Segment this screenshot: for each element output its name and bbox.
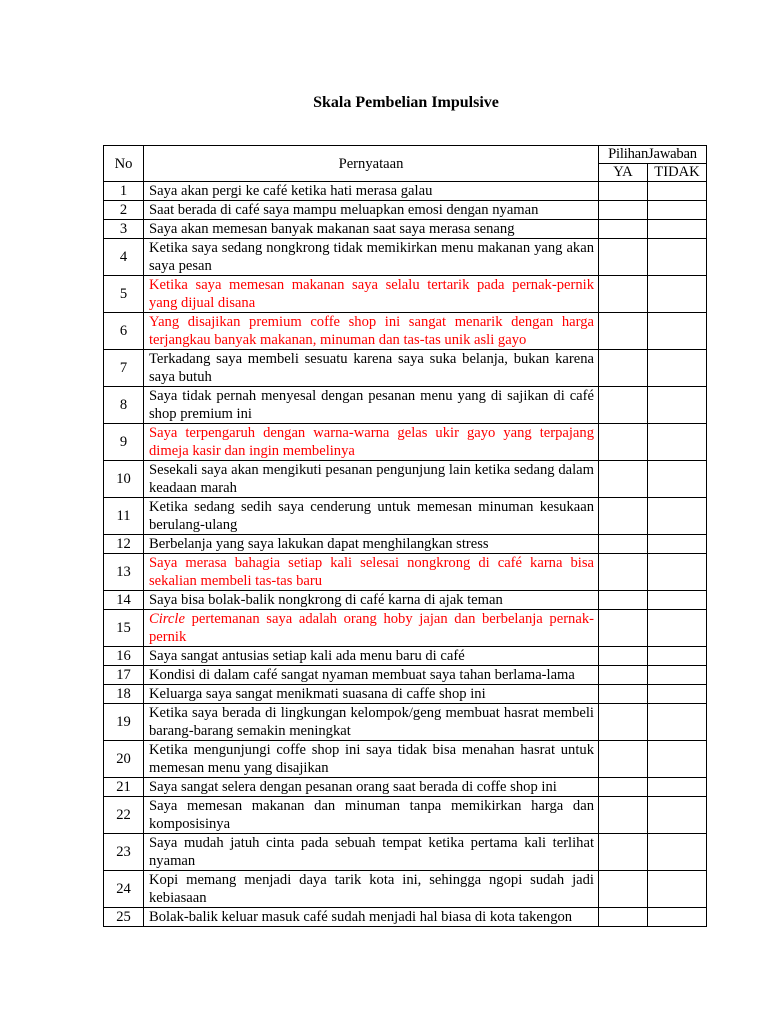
answer-yes-cell[interactable] <box>599 666 648 685</box>
row-number: 3 <box>104 220 144 239</box>
table-row <box>104 182 707 201</box>
row-number: 4 <box>104 239 144 276</box>
table-row <box>104 778 707 797</box>
row-statement: Kondisi di dalam café sangat nyaman membuat saya tahan berlama-lama <box>144 666 599 685</box>
answer-no-cell[interactable] <box>648 666 707 685</box>
table-row <box>104 276 707 313</box>
answer-no-cell[interactable] <box>648 834 707 871</box>
row-number: 5 <box>104 276 144 313</box>
answer-yes-cell[interactable] <box>599 182 648 201</box>
row-statement-text: pertemanan saya adalah orang hoby jajan dan berbelanja pernak-pernik <box>149 611 594 645</box>
impulsive-buying-scale-table <box>103 145 707 927</box>
answer-no-cell[interactable] <box>648 871 707 908</box>
table-row <box>104 741 707 778</box>
answer-no-cell[interactable] <box>648 647 707 666</box>
row-number: 11 <box>104 498 144 535</box>
row-number: 24 <box>104 871 144 908</box>
answer-no-cell[interactable] <box>648 685 707 704</box>
table-row <box>104 535 707 554</box>
row-statement: Ketika saya memesan makanan saya selalu tertarik pada pernak-pernik yang dijual disana <box>144 276 599 313</box>
table-row <box>104 908 707 927</box>
answer-yes-cell[interactable] <box>599 313 648 350</box>
row-statement: Saya terpengaruh dengan warna-warna gelas ukir gayo yang terpajang dimeja kasir dan ingin membelinya <box>144 424 599 461</box>
row-statement: Terkadang saya membeli sesuatu karena saya suka belanja, bukan karena saya butuh <box>144 350 599 387</box>
table-row <box>104 610 707 647</box>
answer-no-cell[interactable] <box>648 610 707 647</box>
row-statement: Saya memesan makanan dan minuman tanpa memikirkan harga dan komposisinya <box>144 797 599 834</box>
answer-yes-cell[interactable] <box>599 591 648 610</box>
answer-no-cell[interactable] <box>648 778 707 797</box>
table-row <box>104 554 707 591</box>
row-statement: Ketika saya sedang nongkrong tidak memikirkan menu makanan yang akan saya pesan <box>144 239 599 276</box>
answer-no-cell[interactable] <box>648 424 707 461</box>
row-number: 20 <box>104 741 144 778</box>
answer-no-cell[interactable] <box>648 201 707 220</box>
answer-yes-cell[interactable] <box>599 387 648 424</box>
answer-no-cell[interactable] <box>648 908 707 927</box>
answer-no-cell[interactable] <box>648 461 707 498</box>
row-statement: Yang disajikan premium coffe shop ini sangat menarik dengan harga terjangkau banyak makanan, minuman dan tas-tas unik asli gayo <box>144 313 599 350</box>
answer-no-cell[interactable] <box>648 498 707 535</box>
row-statement: Saya bisa bolak-balik nongkrong di café karna di ajak teman <box>144 591 599 610</box>
answer-yes-cell[interactable] <box>599 685 648 704</box>
answer-yes-cell[interactable] <box>599 834 648 871</box>
answer-yes-cell[interactable] <box>599 797 648 834</box>
answer-no-cell[interactable] <box>648 276 707 313</box>
answer-no-cell[interactable] <box>648 239 707 276</box>
row-number: 22 <box>104 797 144 834</box>
answer-yes-cell[interactable] <box>599 201 648 220</box>
answer-yes-cell[interactable] <box>599 610 648 647</box>
answer-no-cell[interactable] <box>648 704 707 741</box>
answer-yes-cell[interactable] <box>599 220 648 239</box>
answer-no-cell[interactable] <box>648 182 707 201</box>
row-number: 17 <box>104 666 144 685</box>
table-row <box>104 797 707 834</box>
table-row <box>104 350 707 387</box>
table-row <box>104 201 707 220</box>
row-number: 19 <box>104 704 144 741</box>
answer-yes-cell[interactable] <box>599 647 648 666</box>
answer-no-cell[interactable] <box>648 387 707 424</box>
answer-no-cell[interactable] <box>648 741 707 778</box>
row-statement: Ketika sedang sedih saya cenderung untuk memesan minuman kesukaan berulang-ulang <box>144 498 599 535</box>
table-row <box>104 220 707 239</box>
row-statement: Saya merasa bahagia setiap kali selesai nongkrong di café karna bisa sekalian membeli tas-tas baru <box>144 554 599 591</box>
row-statement <box>144 610 599 647</box>
table-row <box>104 704 707 741</box>
answer-no-cell[interactable] <box>648 350 707 387</box>
table-row <box>104 834 707 871</box>
answer-no-cell[interactable] <box>648 797 707 834</box>
row-statement: Berbelanja yang saya lakukan dapat menghilangkan stress <box>144 535 599 554</box>
table-row <box>104 591 707 610</box>
answer-no-cell[interactable] <box>648 220 707 239</box>
answer-yes-cell[interactable] <box>599 424 648 461</box>
page-title: Skala Pembelian Impulsive <box>313 94 499 111</box>
header-no-answer: TIDAK <box>648 164 707 182</box>
row-statement-italic: Circle <box>149 611 185 627</box>
row-number: 7 <box>104 350 144 387</box>
row-statement: Ketika mengunjungi coffe shop ini saya tidak bisa menahan hasrat untuk memesan menu yang disajikan <box>144 741 599 778</box>
row-number: 6 <box>104 313 144 350</box>
row-statement: Keluarga saya sangat menikmati suasana di caffe shop ini <box>144 685 599 704</box>
row-statement: Saya akan memesan banyak makanan saat saya merasa senang <box>144 220 599 239</box>
answer-yes-cell[interactable] <box>599 535 648 554</box>
row-number: 21 <box>104 778 144 797</box>
answer-yes-cell[interactable] <box>599 871 648 908</box>
table-row <box>104 871 707 908</box>
answer-yes-cell[interactable] <box>599 498 648 535</box>
row-number: 23 <box>104 834 144 871</box>
row-number: 13 <box>104 554 144 591</box>
answer-no-cell[interactable] <box>648 313 707 350</box>
answer-yes-cell[interactable] <box>599 276 648 313</box>
row-statement: Kopi memang menjadi daya tarik kota ini, sehingga ngopi sudah jadi kebiasaan <box>144 871 599 908</box>
header-no: No <box>104 146 144 182</box>
table-row <box>104 313 707 350</box>
row-statement: Saya sangat antusias setiap kali ada menu baru di café <box>144 647 599 666</box>
answer-yes-cell[interactable] <box>599 461 648 498</box>
row-number: 12 <box>104 535 144 554</box>
row-statement: Saya akan pergi ke café ketika hati merasa galau <box>144 182 599 201</box>
row-statement: Ketika saya berada di lingkungan kelompok/geng membuat hasrat membeli barang-barang semakin meningkat <box>144 704 599 741</box>
row-number: 18 <box>104 685 144 704</box>
answer-yes-cell[interactable] <box>599 778 648 797</box>
answer-yes-cell[interactable] <box>599 704 648 741</box>
answer-yes-cell[interactable] <box>599 239 648 276</box>
row-number: 15 <box>104 610 144 647</box>
row-number: 10 <box>104 461 144 498</box>
row-statement: Saat berada di café saya mampu meluapkan emosi dengan nyaman <box>144 201 599 220</box>
row-statement: Sesekali saya akan mengikuti pesanan pengunjung lain ketika sedang dalam keadaan marah <box>144 461 599 498</box>
answer-no-cell[interactable] <box>648 591 707 610</box>
row-number: 8 <box>104 387 144 424</box>
row-number: 1 <box>104 182 144 201</box>
row-statement: Bolak-balik keluar masuk café sudah menjadi hal biasa di kota takengon <box>144 908 599 927</box>
row-number: 16 <box>104 647 144 666</box>
table-row <box>104 239 707 276</box>
row-number: 9 <box>104 424 144 461</box>
row-statement: Saya tidak pernah menyesal dengan pesanan menu yang di sajikan di café shop premium ini <box>144 387 599 424</box>
answer-no-cell[interactable] <box>648 554 707 591</box>
answer-yes-cell[interactable] <box>599 554 648 591</box>
answer-no-cell[interactable] <box>648 535 707 554</box>
table-row <box>104 498 707 535</box>
table-row <box>104 424 707 461</box>
row-number: 14 <box>104 591 144 610</box>
table-row <box>104 387 707 424</box>
row-statement: Saya sangat selera dengan pesanan orang saat berada di coffe shop ini <box>144 778 599 797</box>
table-row <box>104 685 707 704</box>
answer-yes-cell[interactable] <box>599 350 648 387</box>
answer-yes-cell[interactable] <box>599 741 648 778</box>
table-row <box>104 461 707 498</box>
header-yes: YA <box>599 164 648 182</box>
table-row <box>104 666 707 685</box>
answer-yes-cell[interactable] <box>599 908 648 927</box>
header-statement: Pernyataan <box>144 146 599 182</box>
header-answer-choice: PilihanJawaban <box>599 146 707 164</box>
row-statement: Saya mudah jatuh cinta pada sebuah tempat ketika pertama kali terlihat nyaman <box>144 834 599 871</box>
row-number: 2 <box>104 201 144 220</box>
row-number: 25 <box>104 908 144 927</box>
statement-rows <box>104 182 707 927</box>
table-row <box>104 647 707 666</box>
